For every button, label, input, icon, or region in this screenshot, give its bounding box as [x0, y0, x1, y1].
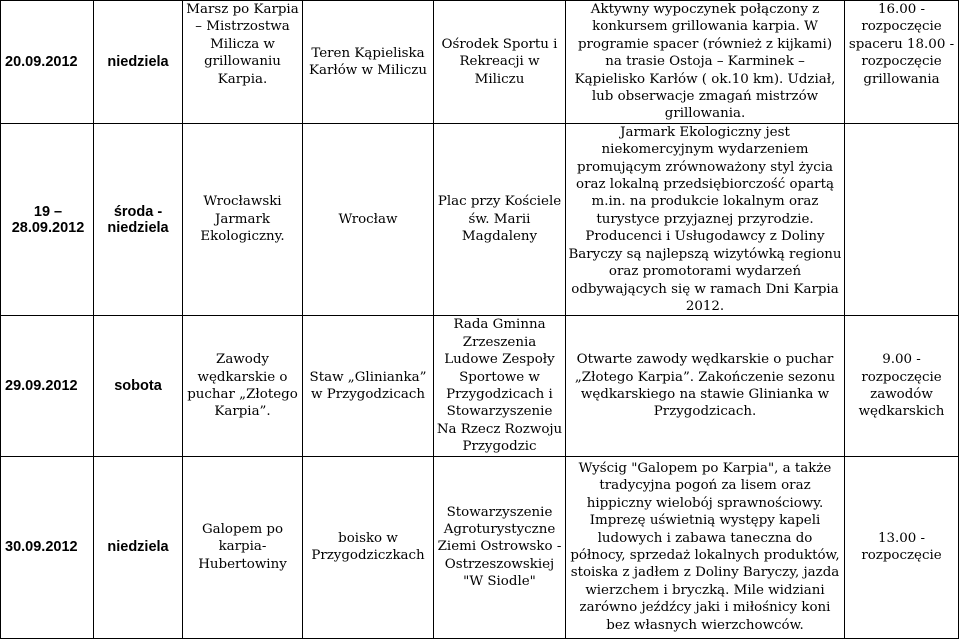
event-name: Marsz po Karpia – Mistrzostwa Milicza w grillowaniu Karpia.: [183, 1, 303, 124]
event-name: Zawody wędkarskie o puchar „Złotego Karpia”.: [183, 316, 303, 456]
event-day: niedziela: [94, 456, 183, 638]
event-day: sobota: [94, 316, 183, 456]
event-date: 30.09.2012: [1, 456, 94, 638]
event-organizer: Ośrodek Sportu i Rekreacji w Miliczu: [434, 1, 566, 124]
event-organizer: Stowarzyszenie Agroturystyczne Ziemi Ostrowsko - Ostrzeszowskiej "W Siodle": [434, 456, 566, 638]
event-name: Galopem po karpia- Hubertowiny: [183, 456, 303, 638]
event-date: 20.09.2012: [1, 1, 94, 124]
event-place: Staw „Glinianka” w Przygodzicach: [303, 316, 434, 456]
event-description: Jarmark Ekologiczny jest niekomercyjnym wydarzeniem promującym zrównoważony styl życia oraz lokalną przedsiębiorczość opartą m.in. na produkcie lokalnym oraz turystyce przyjaznej przyrodzie. Producenci i Usługodawcy z Doliny Baryczy są najlepszą wizytówką regionu oraz promotorami wydarzeń odbywających się w ramach Dni Karpia 2012.: [566, 123, 845, 315]
event-day: środa - niedziela: [94, 123, 183, 315]
event-place: Wrocław: [303, 123, 434, 315]
event-description: Wyścig "Galopem po Karpia", a także tradycyjna pogoń za lisem oraz hippiczny wielobój sprawnościowy. Imprezę uświetnią występy kapeli ludowych i zabawa taneczna do północy, sprzedaż lokalnych produktów, stoiska z jadłem z Doliny Baryczy, jazda wierzchem i bryczką. Mile widziani zarówno jeźdźcy jaki i miłośnicy koni bez własnych wierzchowców.: [566, 456, 845, 638]
table-row: [1, 316, 959, 456]
table-row: [1, 1, 959, 124]
event-description: Aktywny wypoczynek połączony z konkursem grillowania karpia. W programie spacer (również z kijkami) na trasie Ostoja – Karminek – Kąpielisko Karłów ( ok.10 km). Udział, lub obserwacje zmagań mistrzów grillowania.: [566, 1, 845, 124]
event-date: 19 – 28.09.2012: [1, 123, 94, 315]
event-organizer: Rada Gminna Zrzeszenia Ludowe Zespoły Sportowe w Przygodzicach i Stowarzyszenie Na Rzecz Rozwoju Przygodzic: [434, 316, 566, 456]
event-organizer: Plac przy Kościele św. Marii Magdaleny: [434, 123, 566, 315]
table-row: [1, 456, 959, 638]
event-place: boisko w Przygodziczkach: [303, 456, 434, 638]
event-time: 9.00 - rozpoczęcie zawodów wędkarskich: [845, 316, 959, 456]
event-time: 16.00 - rozpoczęcie spaceru 18.00 - rozpoczęcie grillowania: [845, 1, 959, 124]
event-name: Wrocławski Jarmark Ekologiczny.: [183, 123, 303, 315]
event-description: Otwarte zawody wędkarskie o puchar „Złotego Karpia”. Zakończenie sezonu wędkarskiego na stawie Glinianka w Przygodzicach.: [566, 316, 845, 456]
event-date: 29.09.2012: [1, 316, 94, 456]
event-day: niedziela: [94, 1, 183, 124]
table-row: [1, 123, 959, 315]
event-time: [845, 123, 959, 315]
event-place: Teren Kąpieliska Karłów w Miliczu: [303, 1, 434, 124]
event-time: 13.00 - rozpoczęcie: [845, 456, 959, 638]
